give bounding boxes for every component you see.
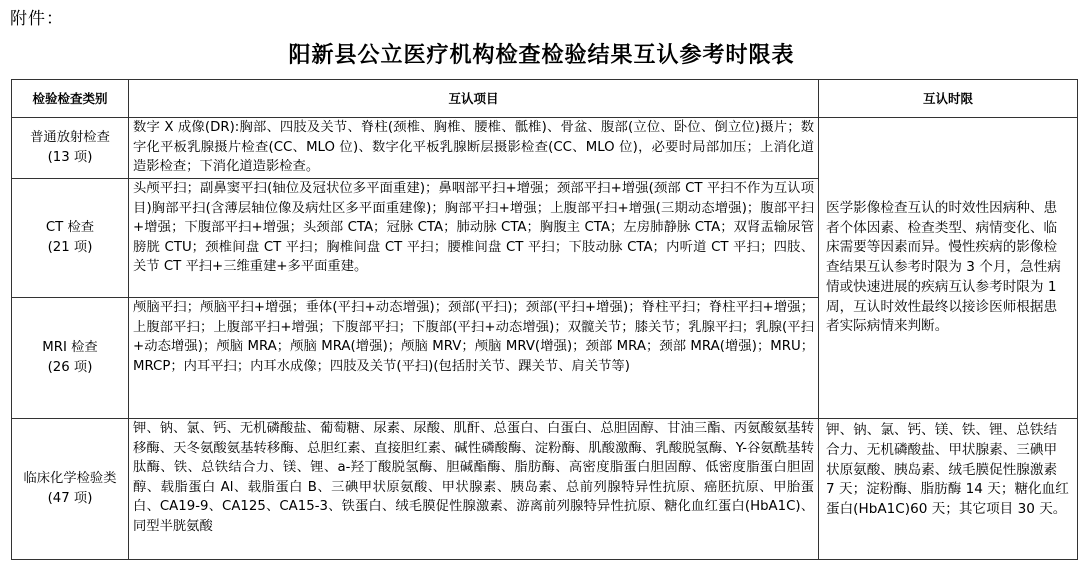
category-name: CT 检查 [45, 220, 95, 236]
category-count: (47 项) [47, 491, 93, 506]
table-header-row [12, 80, 1078, 118]
lab-time-cell: 钾、钠、氯、钙、镁、铁、锂、总铁结合力、无机磷酸盐、甲状腺素、三碘甲状原氨酸、胰岛素、绒毛膜促性腺激素 7 天；淀粉酶、脂肪酶 14 天；糖化血红蛋白(HbA1C)60 天；其它项目 30 天。 [819, 419, 1078, 560]
column-header-category: 检验检查类别 [12, 80, 129, 118]
document-title: 阳新县公立医疗机构检查检验结果互认参考时限表 [288, 42, 795, 68]
category-cell [12, 298, 129, 419]
table-row [12, 118, 1078, 179]
category-name: 普通放射检查 [30, 130, 110, 146]
category-count: (13 项) [47, 150, 93, 165]
category-cell [12, 179, 129, 298]
table-row [12, 419, 1078, 560]
category-name: MRI 检查 [42, 340, 98, 356]
category-cell [12, 419, 129, 560]
category-count: (26 项) [47, 360, 93, 375]
items-cell: 数字 X 成像(DR):胸部、四肢及关节、脊柱(颈椎、胸椎、腰椎、骶椎)、骨盆、腹部(立位、卧位、倒立位)摄片；数字化平板乳腺摄片检查(CC、MLO 位)、数字化平板乳腺断层摄影检查(CC、MLO 位)，必要时局部加压；上消化道造影检查；下消化道造影检查。 [129, 118, 819, 179]
imaging-time-cell: 医学影像检查互认的时效性因病种、患者个体因素、检查类型、病情变化、临床需要等因素而异。慢性疾病的影像检查结果互认参考时限为 3 个月，急性病情或快速进展的疾病互认参考时限为 1 周，互认时效性最终以接诊医师根据患者实际病情来判断。 [819, 118, 1078, 419]
attachment-label: 附件： [10, 9, 64, 29]
column-header-items: 互认项目 [129, 80, 819, 118]
items-cell: 钾、钠、氯、钙、无机磷酸盐、葡萄糖、尿素、尿酸、肌酐、总蛋白、白蛋白、总胆固醇、甘油三酯、丙氨酸氨基转移酶、天冬氨酸氨基转移酶、总胆红素、直接胆红素、碱性磷酸酶、淀粉酶、肌酸激酶、乳酸脱氢酶、Y-谷氨酰基转肽酶、铁、总铁结合力、镁、锂、a-羟丁酸脱氢酶、胆碱酯酶、脂肪酶、高密度脂蛋白胆固醇、低密度脂蛋白胆固醇、载脂蛋白 Al、载脂蛋白 B、三碘甲状原氨酸、甲状腺素、胰岛素、总前列腺特异性抗原、癌胚抗原、甲胎蛋白、CA19-9、CA125、CA15-3、铁蛋白、绒毛膜促性腺激素、游离前列腺特异性抗原、糖化血红蛋白(HbA1C)、同型半胱氨酸 [129, 419, 819, 560]
items-cell: 头颅平扫；副鼻窦平扫(轴位及冠状位多平面重建)；鼻咽部平扫+增强；颈部平扫+增强(颈部 CT 平扫不作为互认项目)胸部平扫(含薄层轴位像及病灶区多平面重建像)；胸部平扫+增强；上腹部平扫+增强(三期动态增强)；腹部平扫+增强；下腹部平扫+增强；头颈部 CTA；冠脉 CTA；肺动脉 CTA；胸腹主 CTA；左房肺静脉 CTA；双肾盂输尿管膀胱 CTU；颈椎间盘 CT 平扫；胸椎间盘 CT 平扫；腰椎间盘 CT 平扫；下肢动脉 CTA；内听道 CT 平扫；四肢、关节 CT 平扫+三维重建+多平面重建。 [129, 179, 819, 298]
mutual-recognition-table [11, 79, 1078, 560]
column-header-time: 互认时限 [819, 80, 1078, 118]
category-count: (21 项) [47, 240, 93, 255]
category-cell [12, 118, 129, 179]
category-name: 临床化学检验类 [23, 471, 117, 487]
items-cell: 颅脑平扫；颅脑平扫+增强；垂体(平扫+动态增强)；颈部(平扫)；颈部(平扫+增强)；脊柱平扫；脊柱平扫+增强；上腹部平扫；上腹部平扫+增强；下腹部平扫；下腹部(平扫+动态增强)；双髋关节；膝关节；乳腺平扫；乳腺(平扫+动态增强)；颅脑 MRA；颅脑 MRA(增强)；颅脑 MRV；颅脑 MRV(增强)；颈部 MRA；颈部 MRA(增强)；MRU；MRCP；内耳平扫；内耳水成像；四肢及关节(平扫)(包括肘关节、踝关节、肩关节等) [129, 298, 819, 419]
